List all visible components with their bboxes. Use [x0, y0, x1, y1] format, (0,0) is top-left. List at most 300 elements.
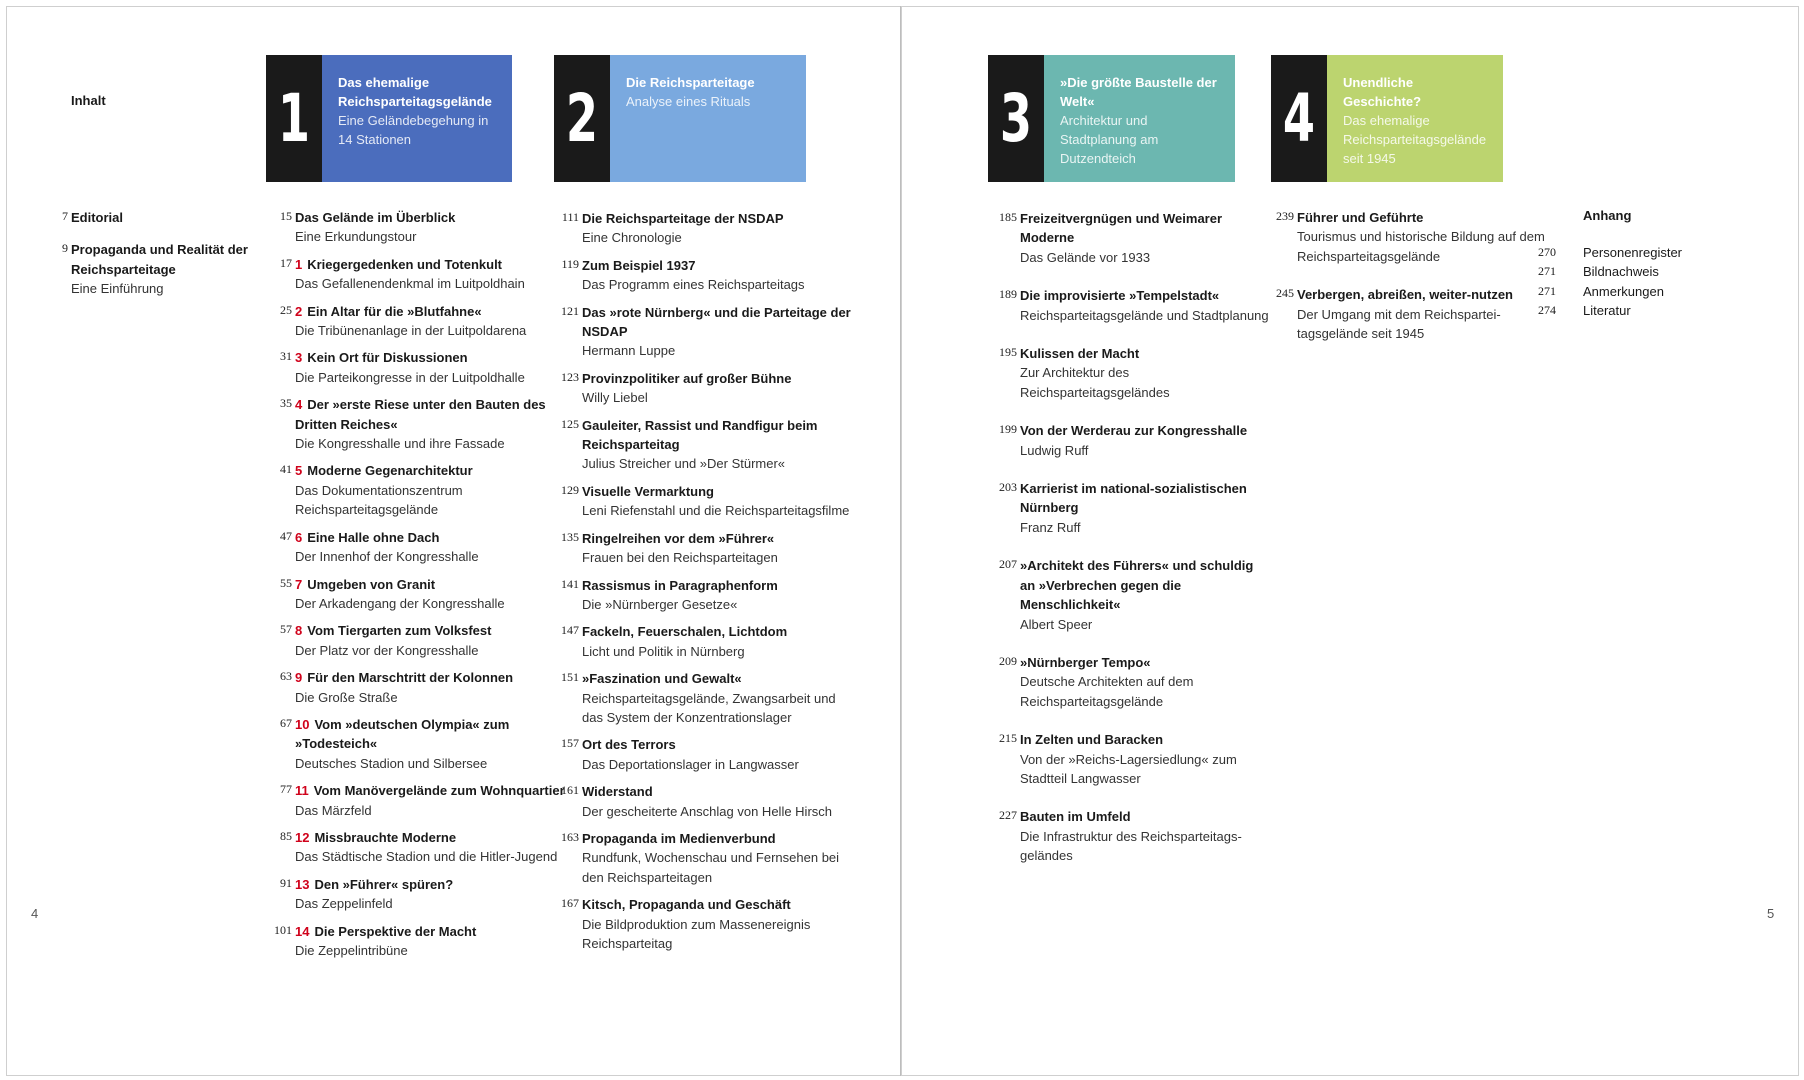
chapter-3-column	[999, 209, 1270, 885]
toc-entry-body	[1297, 285, 1547, 343]
toc-entry[interactable]	[561, 416, 852, 474]
toc-entry-subtitle: Franz Ruff	[1020, 519, 1081, 535]
chapter-4-header	[1271, 55, 1503, 182]
toc-entry-title-text: »Faszination und Gewalt«	[582, 671, 742, 687]
toc-entry-title	[71, 240, 271, 279]
toc-entry[interactable]	[280, 621, 565, 660]
toc-entry-title-text: Zum Beispiel 1937	[582, 257, 696, 273]
toc-entry[interactable]	[999, 479, 1270, 537]
toc-entry-title	[295, 302, 565, 321]
toc-entry-title-text: Den »Führer« spüren?	[314, 876, 454, 892]
toc-entry[interactable]	[280, 828, 565, 867]
toc-page-number: 77	[280, 782, 292, 797]
toc-entry-subtitle: Rundfunk, Wochenschau und Fernsehen bei den Reichsparteitagen	[582, 850, 840, 885]
toc-entry-title	[1020, 479, 1270, 518]
toc-page-number: 125	[561, 416, 579, 431]
toc-page-number: 215	[999, 731, 1017, 746]
station-number: 12	[295, 829, 310, 845]
toc-entry[interactable]	[280, 781, 565, 820]
toc-entry-title	[582, 482, 852, 501]
toc-entry-title-text: Rassismus in Paragraphenform	[582, 577, 778, 593]
toc-page-number: 185	[999, 210, 1017, 224]
appendix-column	[1538, 208, 1728, 321]
appendix-page-number: 274	[1538, 303, 1556, 318]
toc-entry-title-text: Vom »deutschen Olympia« zum »Todesteich«	[295, 716, 510, 752]
toc-page-number: 7	[62, 209, 68, 223]
toc-entry-body	[295, 781, 565, 820]
chapter-subtitle: Analyse eines Rituals	[626, 94, 751, 109]
toc-page-number: 135	[561, 529, 579, 544]
toc-page-number: 41	[280, 462, 292, 477]
toc-entry-subtitle: Zur Architektur des Reichsparteitagsgeländes	[1020, 365, 1170, 400]
toc-entry-title	[1020, 209, 1270, 248]
toc-entry-subtitle: Julius Streicher und »Der Stürmer«	[582, 456, 786, 472]
chapter-text	[610, 55, 806, 182]
toc-entry-title	[1020, 344, 1270, 363]
toc-entry-title-text: Widerstand	[582, 784, 653, 800]
toc-entry-subtitle: Albert Speer	[1020, 616, 1093, 632]
toc-entry-title-text: Vom Manövergelände zum Wohnquartier	[313, 783, 565, 799]
toc-entry-title-text: Editorial	[71, 210, 124, 225]
appendix-page-number: 271	[1538, 283, 1556, 298]
toc-entry[interactable]	[999, 344, 1270, 402]
toc-entry-subtitle: Licht und Politik in Nürnberg	[582, 643, 745, 659]
toc-entry-subtitle: Die Kongresshalle und ihre Fassade	[295, 436, 505, 452]
toc-entry-body	[295, 715, 565, 773]
toc-page-number: 123	[561, 369, 579, 384]
toc-page-number: 67	[280, 715, 292, 730]
toc-entry-title-text: Ort des Terrors	[582, 737, 676, 753]
station-number: 7	[295, 576, 303, 592]
toc-entry-title	[295, 875, 565, 894]
toc-entry-title	[295, 348, 565, 367]
toc-entry-title	[295, 255, 565, 274]
toc-entry[interactable]	[280, 255, 565, 294]
toc-entry[interactable]	[999, 807, 1270, 865]
toc-page-number: 31	[280, 349, 292, 364]
toc-entry[interactable]	[280, 528, 565, 567]
toc-entry-subtitle: Das Zeppelinfeld	[295, 896, 393, 912]
chapter-3-header	[988, 55, 1235, 182]
toc-page-number: 91	[280, 875, 292, 890]
toc-entry[interactable]	[561, 529, 852, 568]
toc-entry[interactable]	[280, 875, 565, 914]
toc-entry-title-text: Die Reichsparteitage der NSDAP	[582, 211, 784, 226]
toc-entry-body	[582, 829, 852, 887]
station-number: 2	[295, 303, 303, 319]
toc-entry[interactable]	[999, 209, 1270, 267]
toc-entry-body	[1297, 208, 1547, 266]
toc-entry-title-text: Kein Ort für Diskussionen	[307, 350, 468, 366]
toc-entry-body	[295, 348, 565, 387]
toc-entry-body	[582, 369, 852, 408]
toc-entry-title	[582, 782, 852, 801]
toc-entry-title-text: Die Perspektive der Macht	[314, 923, 477, 939]
toc-entry-subtitle: Der Arkadengang der Kongresshalle	[295, 595, 505, 611]
toc-page-number: 111	[561, 210, 579, 224]
toc-entry-title-text: Führer und Geführte	[1297, 210, 1424, 225]
toc-entry-title	[582, 209, 852, 228]
toc-entry-title-text: Freizeitvergnügen und Weimarer Moderne	[1020, 211, 1223, 246]
toc-entry-title	[295, 668, 565, 687]
toc-entry-body	[1020, 344, 1270, 402]
toc-entry[interactable]	[561, 482, 852, 521]
toc-page-number: 157	[561, 736, 579, 751]
toc-entry-title-text: Ringelreihen vor dem »Führer«	[582, 530, 775, 546]
toc-entry-subtitle: Das Deportationslager in Langwasser	[582, 756, 799, 772]
chapter-2-header	[554, 55, 806, 182]
toc-page-number: 227	[999, 808, 1017, 823]
toc-entry-body	[295, 461, 565, 519]
toc-entry-body	[295, 875, 565, 914]
toc-page-number: 209	[999, 653, 1017, 668]
toc-entry-title-text: Kriegergedenken und Totenkult	[307, 256, 503, 272]
toc-entry-title-text: »Nürnberger Tempo«	[1020, 654, 1151, 670]
toc-entry-subtitle: Reichsparteitagsgelände und Stadtplanung	[1020, 307, 1269, 323]
toc-entry[interactable]	[280, 575, 565, 614]
toc-entry-body	[582, 895, 852, 953]
toc-entry-subtitle: Der Umgang mit dem Reichspartei-tagsgelände seit 1945	[1297, 306, 1501, 342]
toc-entry-title	[582, 256, 852, 275]
toc-entry-title	[1020, 556, 1270, 614]
toc-entry-title	[582, 303, 852, 342]
toc-page-number: 35	[280, 396, 292, 411]
toc-entry-body	[295, 828, 565, 867]
appendix-item[interactable]	[1538, 282, 1728, 301]
chapter-subtitle: Architektur und Stadtplanung am Dutzendteich	[1060, 113, 1159, 166]
appendix-item[interactable]	[1538, 301, 1728, 320]
toc-page-number: 195	[999, 345, 1017, 360]
toc-page-number: 167	[561, 896, 579, 911]
toc-entry-body	[582, 529, 852, 568]
toc-entry-subtitle: Die Tribünenanlage in der Luitpoldarena	[295, 323, 527, 339]
toc-page-number: 161	[561, 783, 579, 798]
station-number: 11	[295, 783, 309, 799]
toc-entry-title-text: Vom Tiergarten zum Volksfest	[307, 623, 492, 639]
toc-entry[interactable]	[62, 240, 271, 298]
toc-entry[interactable]	[561, 735, 852, 774]
toc-entry-title	[582, 529, 852, 548]
chapter-title: Das ehemalige Reichsparteitagsgelände	[338, 75, 492, 109]
toc-page-number: 57	[280, 622, 292, 637]
toc-entry[interactable]	[999, 286, 1270, 325]
toc-page-number: 203	[999, 480, 1017, 495]
toc-entry-title	[295, 715, 565, 754]
toc-entry-body	[295, 575, 565, 614]
appendix-item-label: Personenregister	[1583, 245, 1682, 260]
toc-entry-title-text: Moderne Gegenarchitektur	[307, 463, 473, 479]
appendix-item-label: Bildnachweis	[1583, 264, 1659, 280]
toc-entry-subtitle: Reichsparteitagsgelände, Zwangsarbeit und das System der Konzentrationslager	[582, 690, 836, 725]
station-number: 4	[295, 397, 303, 413]
toc-entry-body	[295, 621, 565, 660]
toc-entry-title-text: »Architekt des Führers« und schuldig an »Verbrechen gegen die Menschlichkeit«	[1020, 558, 1254, 613]
toc-entry-title-text: Das Gelände im Überblick	[295, 210, 456, 225]
chapter-subtitle: Das ehemalige Reichsparteitagsgelände seit 1945	[1343, 113, 1487, 166]
toc-entry-title-text: Der »erste Riese unter den Bauten des Dritten Reiches«	[295, 397, 546, 432]
chapter-4-column	[1276, 208, 1547, 362]
toc-entry-body	[295, 528, 565, 567]
station-number: 8	[295, 623, 303, 639]
station-number: 14	[295, 923, 310, 939]
toc-entry-title	[1020, 421, 1270, 440]
chapter-text	[322, 55, 512, 182]
toc-page-number: 147	[561, 623, 579, 638]
toc-entry[interactable]	[561, 576, 852, 615]
toc-entry-title-text: Kitsch, Propaganda und Geschäft	[582, 897, 791, 913]
toc-entry-subtitle: Der Platz vor der Kongresshalle	[295, 642, 479, 658]
toc-entry-title	[295, 575, 565, 594]
page-number-left: 4	[31, 906, 39, 921]
toc-entry-body	[1020, 479, 1270, 537]
toc-page-number: 15	[280, 209, 292, 223]
chapter-number	[266, 55, 322, 182]
toc-entry-subtitle: Das Gefallenendenkmal im Luitpoldhain	[295, 276, 525, 292]
toc-entry-subtitle: Deutsche Architekten auf dem Reichsparteitagsgelände	[1020, 674, 1194, 709]
toc-entry-title-text: Verbergen, abreißen, weiter-nutzen	[1297, 287, 1513, 303]
toc-entry[interactable]	[62, 208, 271, 227]
toc-entry[interactable]	[561, 369, 852, 408]
toc-entry[interactable]	[280, 461, 565, 519]
toc-page-number: 9	[62, 241, 68, 256]
toc-entry-subtitle: Das Gelände vor 1933	[1020, 249, 1151, 265]
toc-entry-title-text: Ein Altar für die »Blutfahne«	[307, 303, 482, 319]
toc-entry[interactable]	[280, 668, 565, 707]
chapter-text	[1327, 55, 1503, 182]
toc-entry[interactable]	[280, 395, 565, 453]
toc-entry-body	[71, 208, 271, 227]
toc-entry[interactable]	[280, 348, 565, 387]
toc-entry-title	[295, 395, 565, 434]
toc-entry[interactable]	[999, 421, 1270, 460]
toc-entry[interactable]	[999, 653, 1270, 711]
toc-entry-title	[1297, 208, 1547, 227]
chapter-number-text: 4	[1282, 80, 1316, 157]
chapter-number-text: 2	[565, 80, 599, 157]
toc-entry-body	[582, 782, 852, 821]
chapter-number-text: 1	[277, 80, 311, 157]
chapter-text	[1044, 55, 1235, 182]
toc-entry-subtitle: Ludwig Ruff	[1020, 442, 1089, 458]
toc-entry-title-text: Umgeben von Granit	[307, 576, 436, 592]
toc-entry-body	[71, 240, 271, 298]
appendix-page-number: 270	[1538, 245, 1556, 259]
toc-entry-body	[295, 302, 565, 341]
toc-entry-title-text: Für den Marschtritt der Kolonnen	[307, 670, 514, 686]
toc-entry-body	[1020, 286, 1270, 325]
toc-entry-title-text: Propaganda und Realität der Reichsparteitage	[71, 242, 248, 277]
toc-entry[interactable]	[274, 922, 565, 961]
toc-entry-body	[295, 208, 565, 247]
book-gutter	[900, 6, 901, 1076]
toc-entry-subtitle: Von der »Reichs-Lagersiedlung« zum Stadtteil Langwasser	[1020, 751, 1237, 786]
toc-entry-subtitle: Das Städtische Stadion und die Hitler-Jugend	[295, 849, 558, 865]
toc-entry[interactable]	[280, 715, 565, 773]
toc-entry-title	[582, 576, 852, 595]
toc-entry-title	[295, 528, 565, 547]
toc-page-number: 55	[280, 575, 292, 590]
chapter-1-column	[274, 208, 565, 968]
toc-entry-title	[1020, 807, 1270, 826]
toc-entry-subtitle: Die Infrastruktur des Reichsparteitags-geländes	[1020, 828, 1242, 864]
chapter-1-header	[266, 55, 512, 182]
toc-entry[interactable]	[561, 209, 852, 248]
toc-entry-title	[1297, 285, 1547, 304]
toc-entry-subtitle: Der gescheiterte Anschlag von Helle Hirsch	[582, 803, 833, 819]
toc-entry-title-text: Kulissen der Macht	[1020, 346, 1140, 362]
toc-entry-body	[295, 255, 565, 294]
toc-entry-title	[295, 781, 565, 800]
toc-entry-title	[295, 828, 565, 847]
toc-entry[interactable]	[1276, 208, 1547, 266]
toc-entry-subtitle: Die Große Straße	[295, 689, 398, 705]
toc-entry-subtitle: Tourismus und historische Bildung auf dem Reichsparteitagsgelände	[1297, 229, 1545, 264]
chapter-subtitle: Eine Geländebegehung in 14 Stationen	[338, 113, 489, 147]
toc-entry-subtitle: Die Bildproduktion zum Massenereignis Reichsparteitag	[582, 916, 811, 951]
toc-page-number: 101	[274, 922, 292, 937]
toc-entry[interactable]	[999, 730, 1270, 788]
toc-entry-title-text: In Zelten und Baracken	[1020, 732, 1164, 748]
toc-page-number: 239	[1276, 209, 1294, 223]
appendix-title: Anhang	[1583, 208, 1632, 223]
toc-entry-body	[582, 209, 852, 248]
toc-page-number: 163	[561, 829, 579, 844]
toc-entry-subtitle: Eine Erkundungstour	[295, 229, 417, 245]
contents-heading: Inhalt	[71, 93, 106, 108]
toc-page-number: 141	[561, 576, 579, 591]
toc-entry-body	[582, 735, 852, 774]
toc-entry-title-text: Missbrauchte Moderne	[314, 829, 457, 845]
toc-entry-subtitle: Eine Einführung	[71, 281, 164, 297]
toc-page-number: 63	[280, 669, 292, 684]
station-number: 5	[295, 463, 303, 479]
toc-entry-title-text: Von der Werderau zur Kongresshalle	[1020, 423, 1248, 439]
toc-entry-body	[582, 576, 852, 615]
intro-column	[62, 208, 271, 312]
toc-entry-title	[582, 735, 852, 754]
toc-entry-title-text: Das »rote Nürnberg« und die Parteitage der NSDAP	[582, 304, 851, 340]
station-number: 13	[295, 876, 310, 892]
toc-entry-title-text: Provinzpolitiker auf großer Bühne	[582, 370, 792, 386]
toc-page-number: 121	[561, 303, 579, 318]
toc-entry-title	[582, 829, 852, 848]
station-number: 3	[295, 350, 303, 366]
toc-entry-body	[1020, 653, 1270, 711]
toc-entry-subtitle: Das Märzfeld	[295, 802, 372, 818]
toc-page-number: 119	[561, 256, 579, 271]
chapter-number	[988, 55, 1044, 182]
chapter-number-text: 3	[999, 80, 1033, 157]
toc-entry[interactable]	[999, 556, 1270, 634]
toc-entry[interactable]	[561, 256, 852, 295]
appendix-item-label: Anmerkungen	[1583, 283, 1664, 299]
toc-entry[interactable]	[1276, 285, 1547, 343]
toc-entry-subtitle: Die Zeppelintribüne	[295, 943, 408, 958]
toc-entry-subtitle: Willy Liebel	[582, 390, 648, 406]
toc-entry-body	[582, 303, 852, 361]
toc-entry-body	[582, 256, 852, 295]
toc-page-number: 199	[999, 422, 1017, 437]
toc-entry-subtitle: Eine Chronologie	[582, 230, 682, 246]
station-number: 10	[295, 716, 310, 732]
toc-entry-title-text: Die improvisierte »Tempelstadt«	[1020, 288, 1220, 304]
chapter-title: Unendliche Geschichte?	[1343, 75, 1422, 109]
toc-entry-body	[295, 922, 565, 961]
toc-entry-title	[71, 208, 271, 227]
station-number: 9	[295, 670, 303, 686]
toc-entry-title	[295, 461, 565, 480]
toc-page-number: 189	[999, 287, 1017, 302]
toc-entry-title	[582, 669, 852, 688]
toc-entry-title-text: Fackeln, Feuerschalen, Lichtdom	[582, 624, 788, 640]
appendix-item[interactable]	[1538, 262, 1728, 281]
toc-entry[interactable]	[561, 895, 852, 953]
toc-entry-title	[1020, 286, 1270, 305]
chapter-title: Die Reichsparteitage	[626, 75, 755, 90]
toc-entry-title	[582, 369, 852, 388]
station-number: 1	[295, 256, 303, 272]
chapter-2-column	[561, 209, 852, 961]
toc-page-number: 245	[1276, 286, 1294, 301]
toc-entry[interactable]	[280, 302, 565, 341]
toc-entry-body	[295, 668, 565, 707]
toc-entry-title	[295, 922, 565, 941]
toc-entry-body	[582, 416, 852, 474]
toc-entry-body	[1020, 807, 1270, 865]
toc-entry-subtitle: Leni Riefenstahl und die Reichsparteitagsfilme	[582, 503, 850, 519]
chapter-title: »Die größte Baustelle der Welt«	[1060, 75, 1217, 109]
toc-entry[interactable]	[561, 782, 852, 821]
toc-entry-title-text: Gauleiter, Rassist und Randfigur beim Reichsparteitag	[582, 417, 818, 453]
toc-entry-body	[582, 669, 852, 727]
toc-page-number: 25	[280, 302, 292, 317]
chapter-number	[554, 55, 610, 182]
toc-entry-title	[1020, 730, 1270, 749]
toc-entry-subtitle: Das Programm eines Reichsparteitags	[582, 277, 805, 293]
page-number-right: 5	[1767, 906, 1775, 921]
toc-page-number: 129	[561, 482, 579, 497]
appendix-item[interactable]	[1538, 243, 1728, 262]
toc-entry-body	[582, 482, 852, 521]
toc-entry-subtitle: Frauen bei den Reichsparteitagen	[582, 550, 778, 566]
toc-entry[interactable]	[561, 669, 852, 727]
toc-entry-title-text: Visuelle Vermarktung	[582, 483, 714, 499]
toc-entry-title	[295, 208, 565, 227]
toc-entry-subtitle: Deutsches Stadion und Silbersee	[295, 755, 488, 771]
appendix-item-label: Literatur	[1583, 303, 1631, 319]
toc-page-number: 17	[280, 255, 292, 270]
toc-entry-title-text: Bauten im Umfeld	[1020, 809, 1131, 825]
toc-entry-title-text: Eine Halle ohne Dach	[307, 529, 440, 545]
toc-entry[interactable]	[561, 303, 852, 361]
toc-entry[interactable]	[561, 829, 852, 887]
toc-entry-title	[582, 895, 852, 914]
toc-entry-title	[1020, 653, 1270, 672]
toc-page-number: 47	[280, 528, 292, 543]
toc-entry[interactable]	[561, 622, 852, 661]
toc-entry-subtitle: Die Parteikongresse in der Luitpoldhalle	[295, 369, 525, 385]
toc-entry[interactable]	[280, 208, 565, 247]
toc-entry-body	[1020, 556, 1270, 634]
toc-entry-subtitle: Hermann Luppe	[582, 343, 676, 359]
toc-entry-body	[1020, 209, 1270, 267]
toc-page-number: 85	[280, 828, 292, 843]
toc-page-number: 151	[561, 670, 579, 685]
toc-entry-title	[582, 622, 852, 641]
toc-page-number: 207	[999, 557, 1017, 572]
chapter-number	[1271, 55, 1327, 182]
toc-entry-body	[582, 622, 852, 661]
